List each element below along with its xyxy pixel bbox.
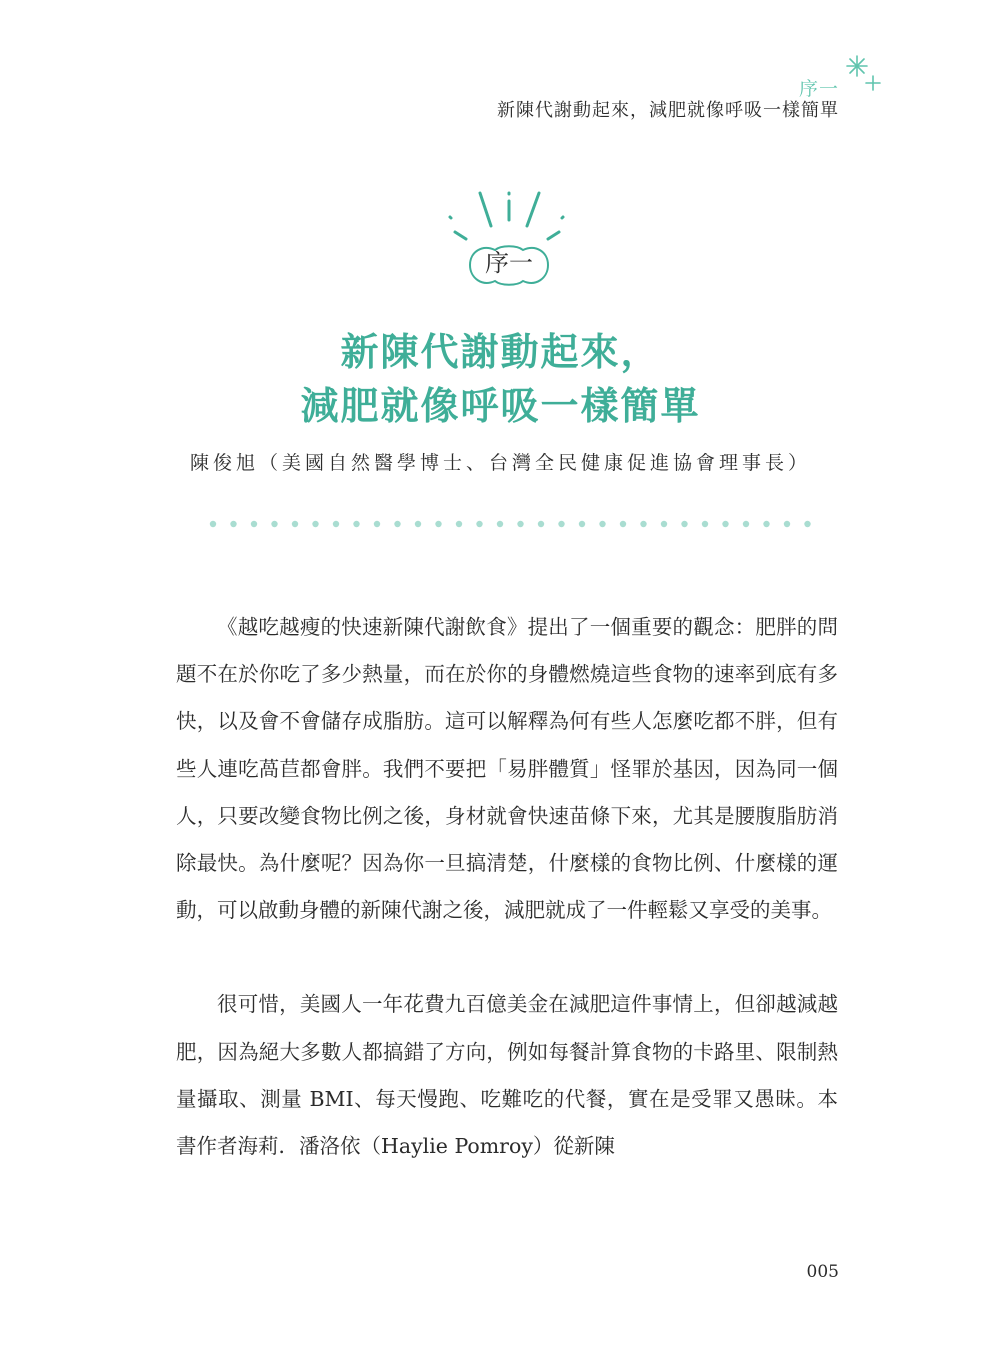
divider-dot — [312, 521, 318, 527]
divider-dot — [722, 521, 728, 527]
divider-dot — [374, 521, 380, 527]
paragraph-2: 很可惜，美國人一年花費九百億美金在減肥這件事情上，但卻越減越肥，因為絕大多數人都搞錯了方向，例如每餐計算食物的卡路里、限制熱量攝取、測量 BMI、每天慢跑、吃難吃的代餐，實在是受罪又愚昧。本書作者海莉．潘洛依（Haylie Pomroy）從新陳 — [176, 992, 838, 1159]
divider-dot — [333, 521, 339, 527]
author-line: 陳俊旭（美國自然醫學博士、台灣全民健康促進協會理事長） — [189, 452, 811, 474]
divider-dot — [702, 521, 708, 527]
divider-dot — [394, 521, 400, 527]
divider-dot — [743, 521, 749, 527]
divider-dot — [620, 521, 626, 527]
burst-icon — [437, 188, 577, 303]
divider-dot — [230, 521, 236, 527]
divider-dot — [497, 521, 503, 527]
paragraph-1: 《越吃越瘦的快速新陳代謝飲食》提出了一個重要的觀念：肥胖的問題不在於你吃了多少熱量，而在於你的身體燃燒這些食物的速率到底有多快，以及會不會儲存成脂肪。這可以解釋為何有些人怎麼吃都不胖，但有些人連吃萵苣都會胖。我們不要把「易胖體質」怪罪於基因，因為同一個人，只要改變食物比例之後，身材就會快速苗條下來，尤其是腰腹脂肪消除最快。為什麼呢？因為你一旦搞清楚，什麼樣的食物比例、什麼樣的運動，可以啟動身體的新陳代謝之後，減肥就成了一件輕鬆又享受的美事。 — [176, 615, 838, 923]
badge-label: 序一 — [485, 249, 533, 277]
divider-dot — [292, 521, 298, 527]
divider-dot — [599, 521, 605, 527]
title-line-1: 新陳代謝動起來， — [340, 330, 661, 374]
dotted-divider — [205, 516, 815, 532]
divider-dot — [353, 521, 359, 527]
header-chapter: 序一 — [798, 78, 839, 100]
header-title: 新陳代謝動起來，減肥就像呼吸一樣簡單 — [497, 100, 839, 121]
divider-dot — [681, 521, 687, 527]
divider-dot — [435, 521, 441, 527]
divider-dot — [415, 521, 421, 527]
divider-dot — [579, 521, 585, 527]
chapter-badge — [437, 188, 577, 303]
page-title — [0, 325, 1001, 433]
divider-dot — [538, 521, 544, 527]
running-header — [497, 78, 839, 122]
divider-dot — [517, 521, 523, 527]
body-text — [176, 604, 838, 1170]
divider-dot — [640, 521, 646, 527]
divider-dot — [251, 521, 257, 527]
divider-dot — [784, 521, 790, 527]
divider-dot — [763, 521, 769, 527]
title-line-2: 減肥就像呼吸一樣簡單 — [300, 384, 701, 428]
sparkle-icon — [843, 54, 883, 94]
divider-dot — [804, 521, 810, 527]
page-number: 005 — [806, 1262, 839, 1282]
divider-dot — [456, 521, 462, 527]
divider-dot — [558, 521, 564, 527]
divider-dot — [271, 521, 277, 527]
divider-dot — [661, 521, 667, 527]
divider-dot — [476, 521, 482, 527]
divider-dot — [210, 521, 216, 527]
